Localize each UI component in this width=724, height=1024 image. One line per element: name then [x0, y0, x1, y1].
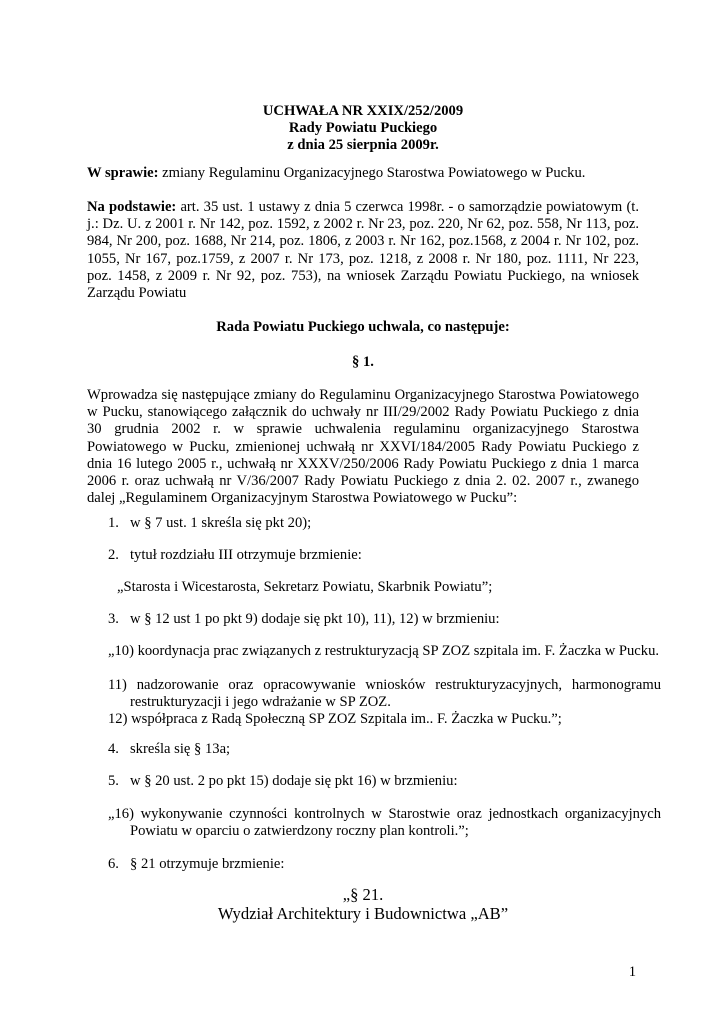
sub-point: „10) koordynacja prac związanych z restrukturyzacją SP ZOZ szpitala im. F. Żaczka w Pucku. — [108, 643, 660, 659]
list-item — [108, 515, 638, 532]
resolves-heading: Rada Powiatu Puckiego uchwala, co następuje: — [216, 319, 510, 335]
list-item-text: w § 20 ust. 2 po pkt 15) dodaje się pkt 16) w brzmieniu: — [130, 773, 458, 789]
list-item-text: w § 7 ust. 1 skreśla się pkt 20); — [130, 515, 312, 531]
list-item-number: 6. — [108, 856, 119, 872]
intro-paragraph: Wprowadza się następujące zmiany do Regulaminu Organizacyjnego Starostwa Powiatowego w Pucku, stanowiącego załącznik do uchwały nr III/29/2002 Rady Powiatu Puckiego z dnia 30 grudnia 2002 r. w sprawie uchwalenia regulaminu organizacyjnego Starostwa Powiatowego w Pucku, zmienionej uchwałą nr XXVI/184/2005 Rady Powiatu Puckiego z dnia 16 lutego 2005 r., uchwałą nr XXXV/250/2006 Rady Powiatu Puckiego z dnia 1 marca 2006 r. oraz uchwałą nr V/36/2007 Rady Powiatu Puckiego z dnia 2. 02. 2007 r., zwanego dalej „Regulaminem Organizacyjnym Starostwa Powiatowego w Pucku”: — [87, 387, 639, 507]
sub-point: 12) współpraca z Radą Społeczną SP ZOZ Szpitala im.. F. Żaczka w Pucku.”; — [108, 711, 562, 727]
sub-point: 11) nadzorowanie oraz opracowywanie wniosków restrukturyzacyjnych, harmonogramu restrukturyzacji i jego wdrażanie w SP ZOZ. — [108, 677, 661, 711]
subject-paragraph — [87, 165, 639, 182]
council-name: Rady Powiatu Puckiego — [288, 120, 438, 137]
page-number: 1 — [628, 964, 636, 980]
chapter-title-quote: „Starosta i Wicestarosta, Sekretarz Powiatu, Skarbnik Powiatu”; — [117, 579, 493, 595]
list-item-number: 2. — [108, 547, 119, 563]
paragraph-1-mark: § 1. — [352, 354, 374, 370]
basis-text: art. 35 ust. 1 ustawy z dnia 5 czerwca 1998r. - o samorządzie powiatowym (t. j.: Dz. U. z 2001 r. Nr 142, poz. 1592, z 2002 r. Nr 23, poz. 220, Nr 62, poz. 558, Nr 113, poz. 984, Nr 200, poz. 1688, Nr 214, poz. 1806, z 2003 r. Nr 162, poz.1568, z 2004 r. Nr 102, poz. 1055, Nr 167, poz.1759, z 2007 r. Nr 173, poz. 1218, z 2008 r. Nr 180, poz. 1111, Nr 223, poz. 1458, z 2009 r. Nr 92, poz. 753), na wniosek Zarządu Powiatu Puckiego, na wniosek Zarządu Powiatu — [87, 199, 640, 302]
list-item-number: 3. — [108, 611, 119, 627]
list-item-number: 1. — [108, 515, 119, 531]
subject-label: W sprawie: — [87, 165, 159, 181]
list-item-number: 5. — [108, 773, 119, 789]
subject-text: zmiany Regulaminu Organizacyjnego Starostwa Powiatowego w Pucku. — [158, 165, 586, 181]
list-item — [108, 611, 638, 628]
list-item-text: w § 12 ust 1 po pkt 9) dodaje się pkt 10), 11), 12) w brzmieniu: — [130, 611, 500, 627]
section-21-title: Wydział Architektury i Budownictwa „AB” — [217, 904, 509, 923]
section-21-mark: „§ 21. — [342, 885, 384, 904]
resolution-header — [87, 103, 639, 155]
resolution-number: UCHWAŁA NR XXIX/252/2009 — [262, 103, 464, 119]
list-item-number: 4. — [108, 741, 119, 757]
list-item-text: skreśla się § 13a; — [130, 741, 231, 757]
resolution-date: z dnia 25 sierpnia 2009r. — [287, 137, 439, 154]
list-item — [108, 856, 638, 873]
list-item — [108, 773, 638, 790]
list-item — [108, 741, 638, 758]
point-16-text: „16) wykonywanie czynności kontrolnych w Starostwie oraz jednostkach organizacyjnych Powiatu w oparciu o zatwierdzony roczny plan kontroli.”; — [108, 806, 661, 840]
list-item — [108, 547, 638, 564]
list-item-text: tytuł rozdziału III otrzymuje brzmienie: — [130, 547, 362, 563]
basis-label: Na podstawie: — [87, 199, 177, 215]
legal-basis-paragraph — [87, 199, 639, 302]
list-item-text: § 21 otrzymuje brzmienie: — [130, 856, 285, 872]
